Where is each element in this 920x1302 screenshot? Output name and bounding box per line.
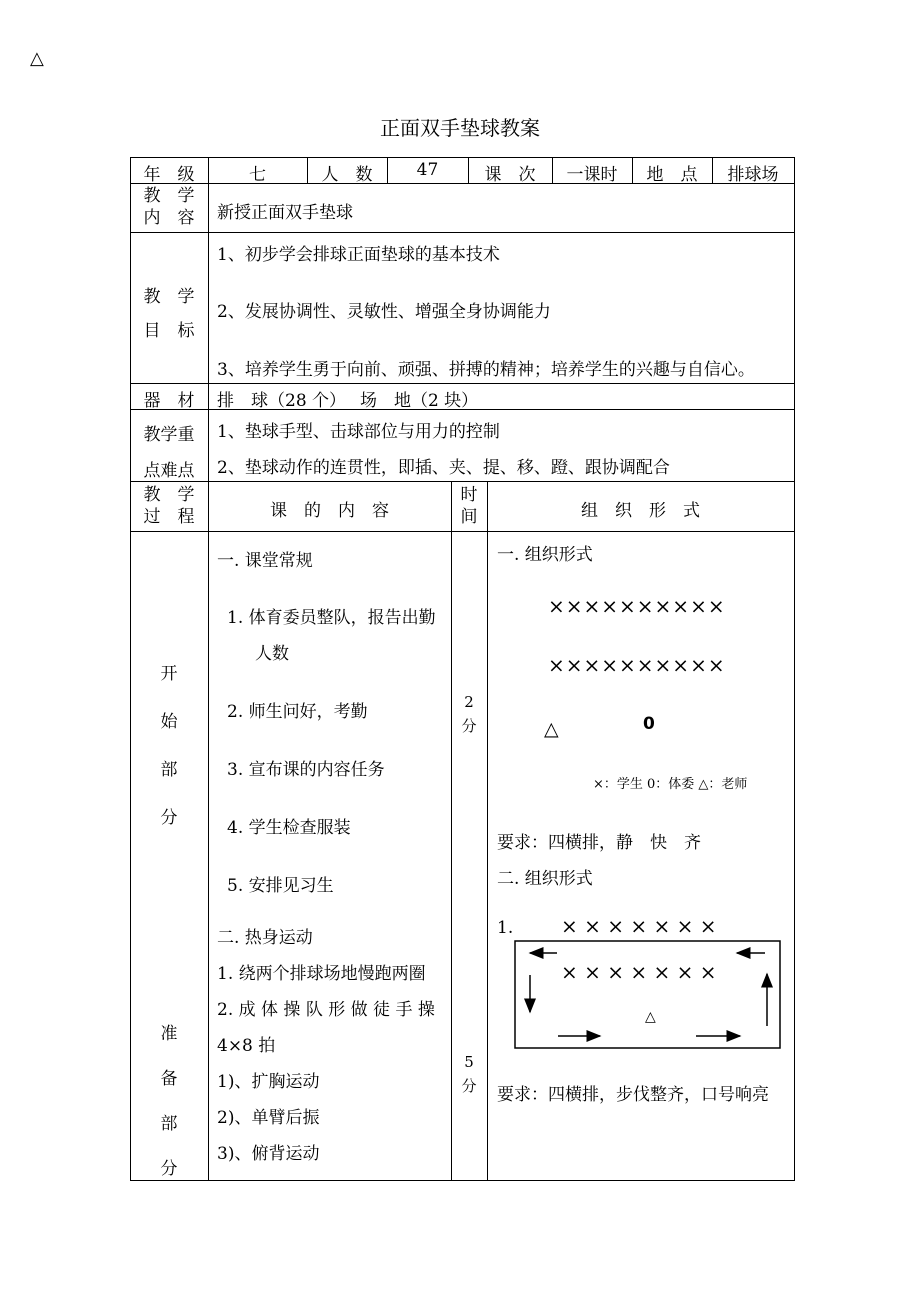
place-value: 排球场 (727, 165, 779, 185)
start-item: 2. 师生问好，考勤 (227, 702, 368, 722)
content-label: 教 学 内 容 (143, 186, 195, 228)
start-section-label: 开 始 部 分 (160, 664, 178, 828)
grade-value: 七 (249, 165, 266, 185)
start-heading: 一. 课堂常规 (217, 551, 313, 571)
corner-triangle-mark: △ (30, 48, 44, 69)
place-label: 地 点 (646, 165, 698, 185)
goal-item: 1、初步学会排球正面垫球的基本技术 (217, 245, 500, 265)
prep-heading: 二. 热身运动 (217, 928, 313, 948)
goal-item: 3、培养学生勇于向前、顽强、拼搏的精神；培养学生的兴趣与自信心。 (217, 360, 755, 380)
prep-item: 2. 成 体 操 队 形 做 徒 手 操 (217, 1000, 435, 1020)
grade-label: 年 级 (143, 165, 195, 185)
start-item: 人数 (255, 644, 289, 664)
content-value: 新授正面双手垫球 (217, 203, 353, 223)
key-point-item: 1、垫球手型、击球部位与用力的控制 (217, 422, 500, 442)
class-leader-marker: 0 (643, 714, 655, 734)
start-time: 2 分 (461, 693, 477, 735)
diagram-number: 1. (497, 918, 514, 938)
prep-time: 5 分 (461, 1053, 477, 1095)
prep-teacher-triangle-icon: △ (645, 1009, 656, 1025)
goal-item: 2、发展协调性、灵敏性、增强全身协调能力 (217, 302, 551, 322)
goals-label: 教 学 目 标 (143, 287, 195, 341)
prep-item: 1)、扩胸运动 (217, 1072, 320, 1092)
start-requirement: 要求：四横排，静 快 齐 (497, 833, 701, 853)
prep-org-heading: 二. 组织形式 (497, 869, 593, 889)
key-point-item: 2、垫球动作的连贯性，即插、夹、提、移、蹬、跟协调配合 (217, 458, 670, 478)
start-item: 3. 宣布课的内容任务 (227, 760, 385, 780)
teacher-triangle-icon: △ (544, 718, 559, 740)
content-column-header: 课 的 内 容 (270, 501, 389, 521)
court-boundary (515, 941, 780, 1048)
jog-row-1: × × × × × × × (561, 914, 717, 938)
start-org-heading: 一. 组织形式 (497, 545, 593, 565)
start-item: 5. 安排见习生 (227, 876, 334, 896)
student-count-value: 47 (416, 160, 439, 180)
prep-item: 3)、俯背运动 (217, 1144, 320, 1164)
start-item: 4. 学生检查服装 (227, 818, 351, 838)
formation-legend: ×：学生 0：体委 △：老师 (593, 777, 748, 792)
lesson-label: 课 次 (484, 165, 536, 185)
student-row-2: ×××××××××× (548, 653, 726, 677)
lesson-value: 一课时 (566, 165, 618, 185)
jog-row-2: × × × × × × × (561, 960, 717, 984)
organization-column-header: 组 织 形 式 (581, 501, 700, 521)
key-points-label: 教学重 点难点 (143, 425, 195, 481)
student-count-label: 人 数 (321, 165, 373, 185)
student-row-1: ×××××××××× (548, 594, 726, 618)
prep-section-label: 准 备 部 分 (160, 1024, 178, 1179)
equipment-value: 排 球（28 个） 场 地（2 块） (217, 391, 479, 411)
prep-item: 2)、单臂后振 (217, 1108, 320, 1128)
prep-requirement: 要求：四横排，步伐整齐，口号响亮 (497, 1085, 769, 1105)
process-column-header: 教 学 过 程 (143, 485, 195, 527)
start-item: 1. 体育委员整队，报告出勤 (227, 608, 436, 628)
prep-item: 1. 绕两个排球场地慢跑两圈 (217, 964, 426, 984)
page-title: 正面双手垫球教案 (380, 116, 540, 140)
equipment-label: 器 材 (143, 391, 195, 411)
prep-item: 4×8 拍 (217, 1036, 276, 1056)
time-column-header: 时 间 (460, 485, 478, 527)
